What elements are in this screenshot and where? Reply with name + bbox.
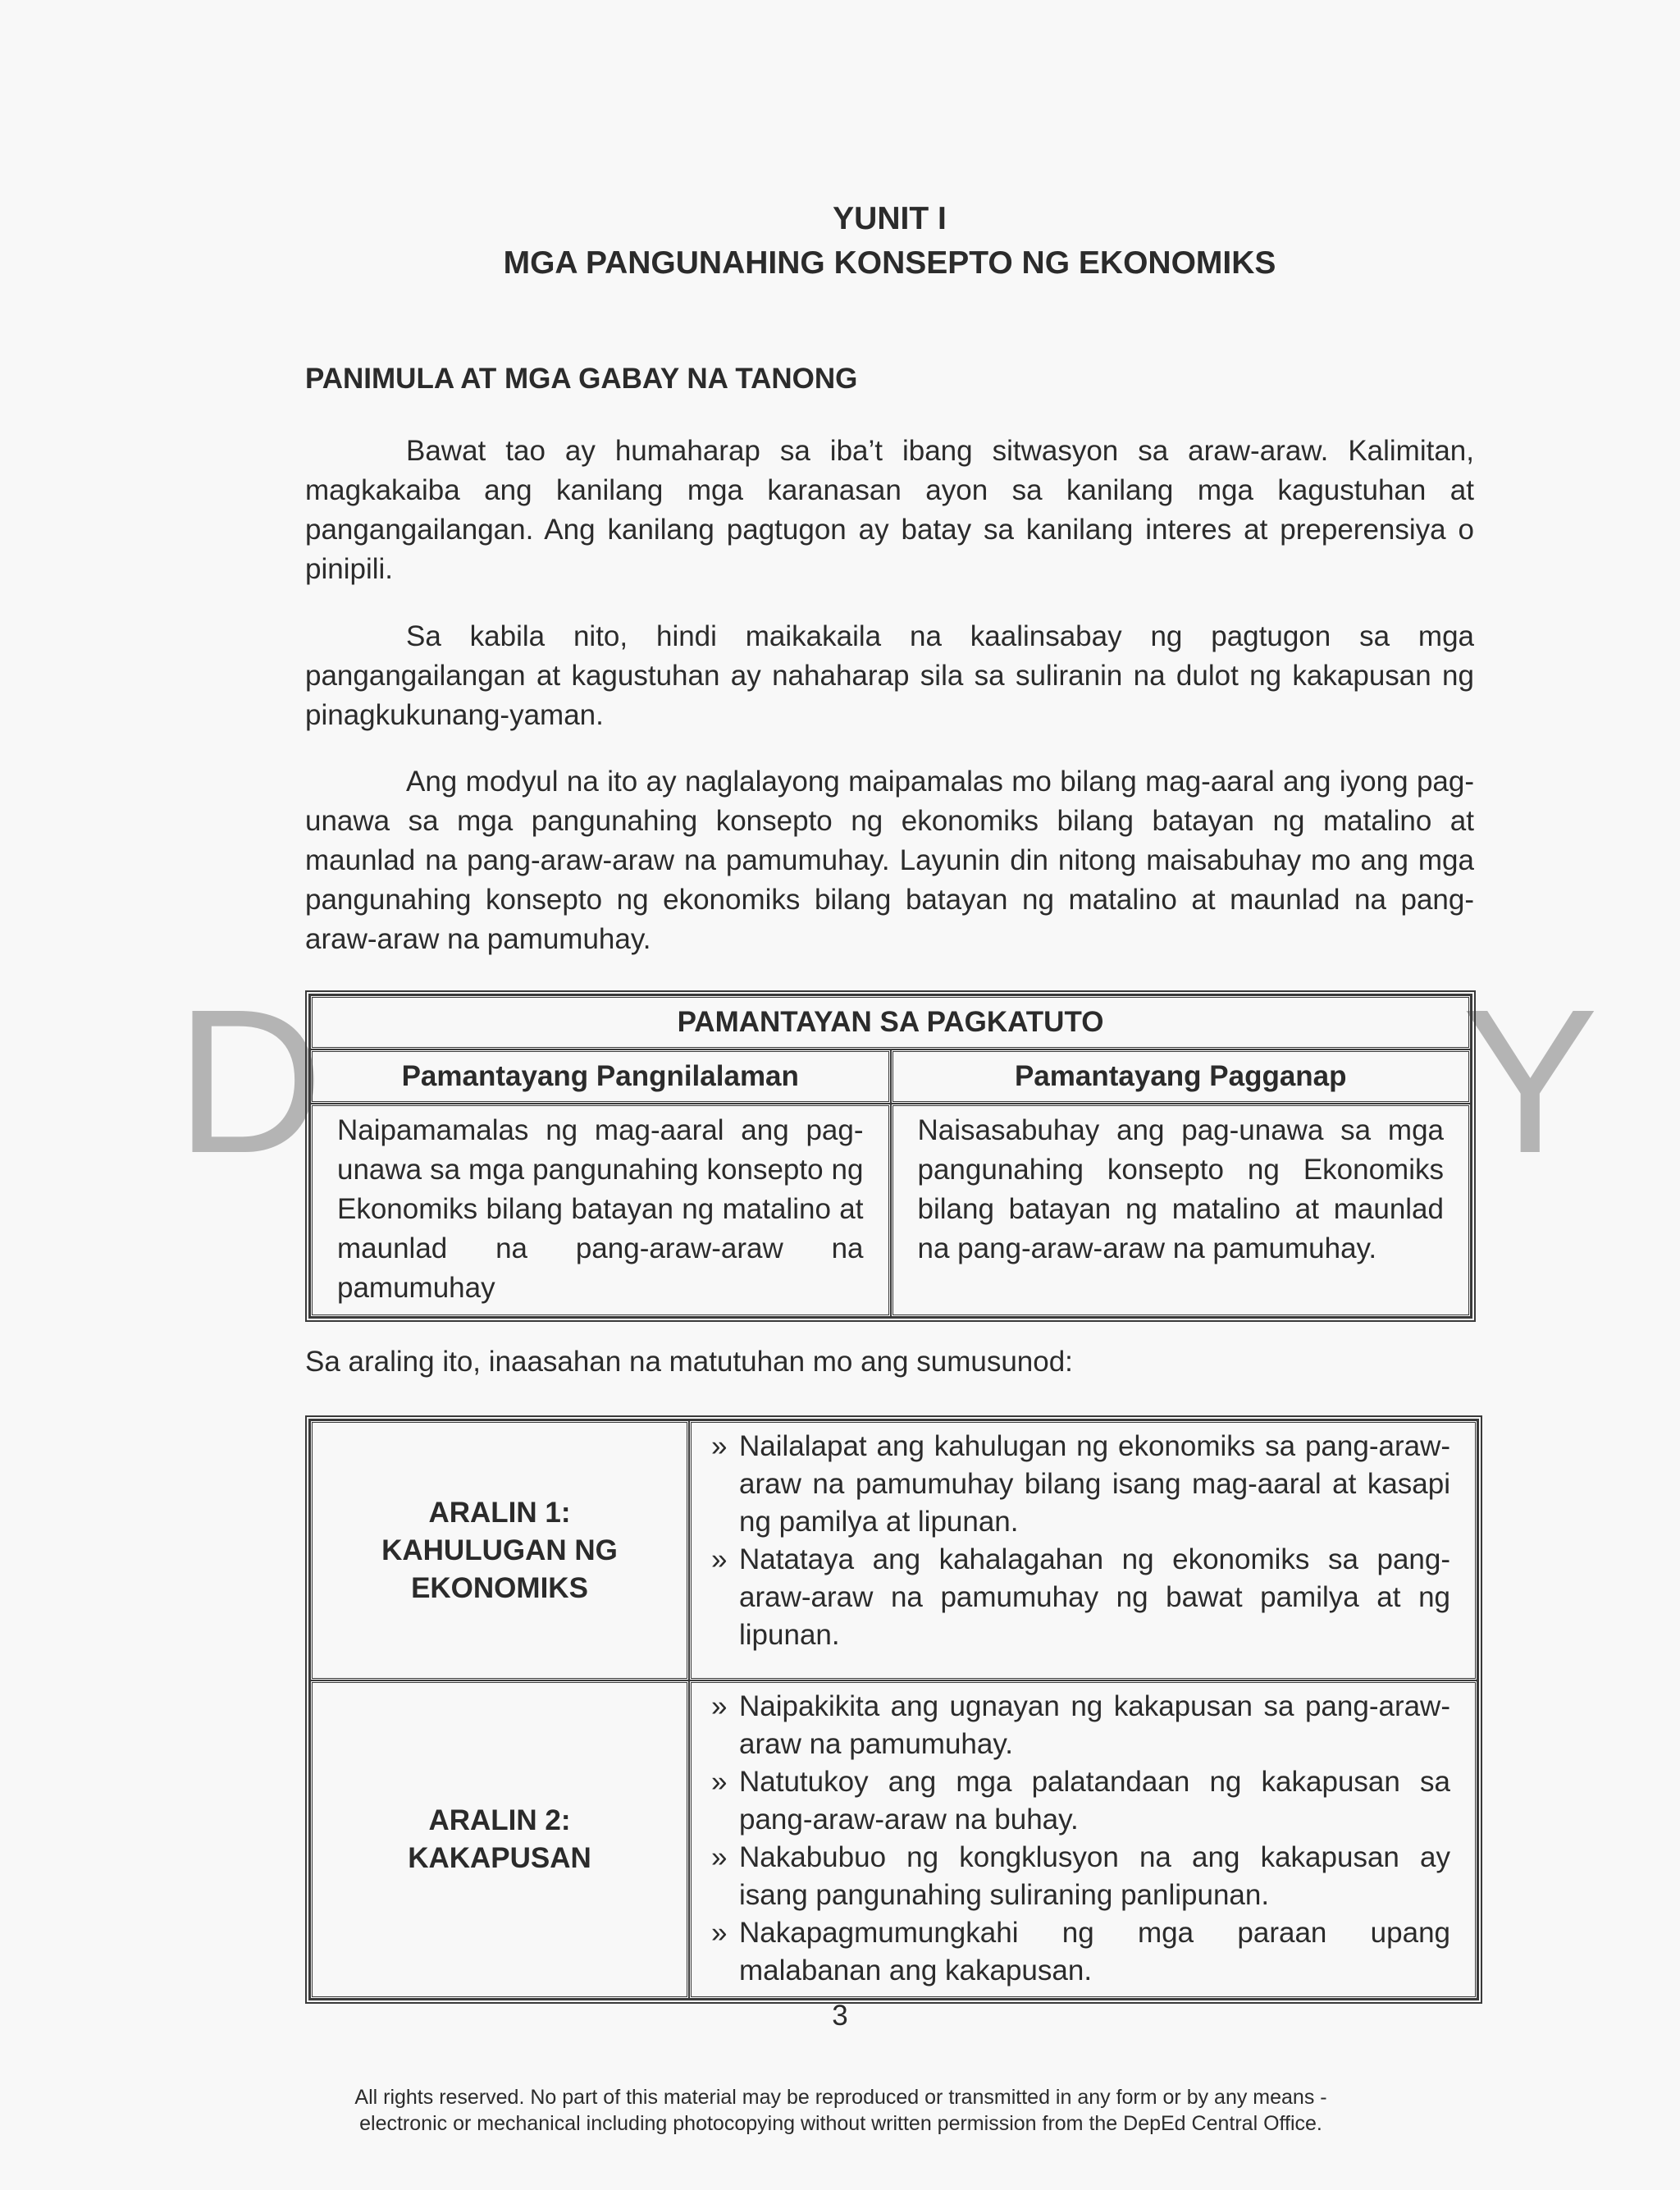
goal-text: Naipakikita ang ugnayan ng kakapusan sa pang-araw-araw na pamumuhay. <box>739 1690 1450 1760</box>
copyright-footer <box>246 2084 1436 2137</box>
goal-text: Nakapagmumungkahi ng mga paraan upang malabanan ang kakapusan. <box>739 1917 1450 1987</box>
learning-standards-table <box>305 990 1476 1322</box>
lessons-table <box>305 1415 1482 2004</box>
bullet-icon: » <box>711 1917 728 1949</box>
lesson-2-title: KAKAPUSAN <box>408 1842 591 1874</box>
paragraph-2: Sa kabila nito, hindi maikakaila na kaalinsabay ng pagtugon sa mga pangangailangan at kagustuhan ay nahaharap sila sa suliranin na dulot ng kakapusan ng pinagkukunang-yaman. <box>305 620 1474 731</box>
footer-line-1: All rights reserved. No part of this material may be reproduced or transmitted in any form or by any means - <box>354 2086 1327 2109</box>
performance-standard-header: Pamantayang Pagganap <box>891 1049 1472 1104</box>
bullet-icon: » <box>711 1690 728 1722</box>
content-standard-header: Pamantayang Pangnilalaman <box>310 1049 891 1104</box>
lesson-1-number: ARALIN 1: <box>428 1496 571 1529</box>
bullet-icon: » <box>711 1543 728 1575</box>
goal-text: Nakabubuo ng kongklusyon na ang kakapusan ay isang pangunahing suliraning panlipunan. <box>739 1841 1450 1911</box>
list-item <box>711 1763 1450 1839</box>
paragraph-3: Ang modyul na ito ay naglalayong maipamalas mo bilang mag-aaral ang iyong pag-unawa sa mga pangunahing konsepto ng ekonomiks bilang batayan ng matalino at maunlad na pang-araw-araw na pamumuhay. Layunin din nitong maisabuhay mo ang mga pangunahing konsepto ng ekonomiks bilang batayan ng matalino at maunlad na pang-araw-araw na pamumuhay. <box>305 766 1474 955</box>
performance-standard-text: Naisasabuhay ang pag-unawa sa mga pangunahing konsepto ng Ekonomiks bilang batayan ng matalino at maunlad na pang-araw-araw na pamumuhay. <box>891 1104 1472 1317</box>
watermark-letter-right-text: Y <box>1462 967 1599 1196</box>
unit-label: YUNIT I <box>833 201 947 236</box>
watermark-letter-left: D <box>176 967 324 1196</box>
lesson-2-number: ARALIN 2: <box>428 1804 571 1836</box>
bullet-icon: » <box>711 1766 728 1798</box>
list-item <box>711 1428 1450 1541</box>
unit-title <box>305 197 1474 286</box>
section-heading: PANIMULA AT MGA GABAY NA TANONG <box>305 363 858 395</box>
lesson-row <box>310 1680 1477 1999</box>
goal-text: Natataya ang kahalagahan ng ekonomiks sa pang-araw-araw na pamumuhay ng bawat pamilya at ng lipunan. <box>739 1543 1450 1651</box>
bullet-icon: » <box>711 1841 728 1873</box>
list-item <box>711 1914 1450 1990</box>
unit-name: MGA PANGUNAHING KONSEPTO NG EKONOMIKS <box>503 245 1276 281</box>
goal-text: Natutukoy ang mga palatandaan ng kakapusan sa pang-araw-araw na buhay. <box>739 1766 1450 1836</box>
lesson-1-title-line1: KAHULUGAN NG <box>381 1534 618 1566</box>
lesson-row <box>310 1420 1477 1680</box>
content-standard-text: Naipamamalas ng mag-aaral ang pag-unawa sa mga pangunahing konsepto ng Ekonomiks bilang batayan ng matalino at maunlad na pang-araw-araw na pamumuhay <box>310 1104 891 1317</box>
list-item <box>711 1839 1450 1914</box>
standards-table-title: PAMANTAYAN SA PAGKATUTO <box>310 995 1471 1049</box>
watermark-letter-right <box>1462 967 1599 1196</box>
lesson-2-goals <box>689 1680 1477 1999</box>
paragraph-1: Bawat tao ay humaharap sa iba’t ibang sitwasyon sa araw-araw. Kalimitan, magkakaiba ang kanilang mga karanasan ayon sa kanilang mga kagustuhan at pangangailangan. Ang kanilang pagtugon ay batay sa kanilang interes at preperensiya o pinipili. <box>305 435 1474 585</box>
lesson-1-goals <box>689 1420 1477 1680</box>
page-number: 3 <box>832 2000 848 2032</box>
list-item <box>711 1541 1450 1654</box>
goal-text: Nailalapat ang kahulugan ng ekonomiks sa pang-araw-araw na pamumuhay bilang isang mag-aaral at kasapi ng pamilya at lipunan. <box>739 1430 1450 1538</box>
lesson-1-name <box>310 1420 689 1680</box>
lesson-1-title-line2: EKONOMIKS <box>411 1571 588 1604</box>
lesson-intro-line: Sa araling ito, inaasahan na matutuhan mo ang sumusunod: <box>305 1346 1073 1378</box>
list-item <box>711 1688 1450 1763</box>
lesson-2-name <box>310 1680 689 1999</box>
bullet-icon: » <box>711 1430 728 1462</box>
footer-line-2: electronic or mechanical including photocopying without written permission from the DepEd Central Office. <box>359 2112 1322 2135</box>
